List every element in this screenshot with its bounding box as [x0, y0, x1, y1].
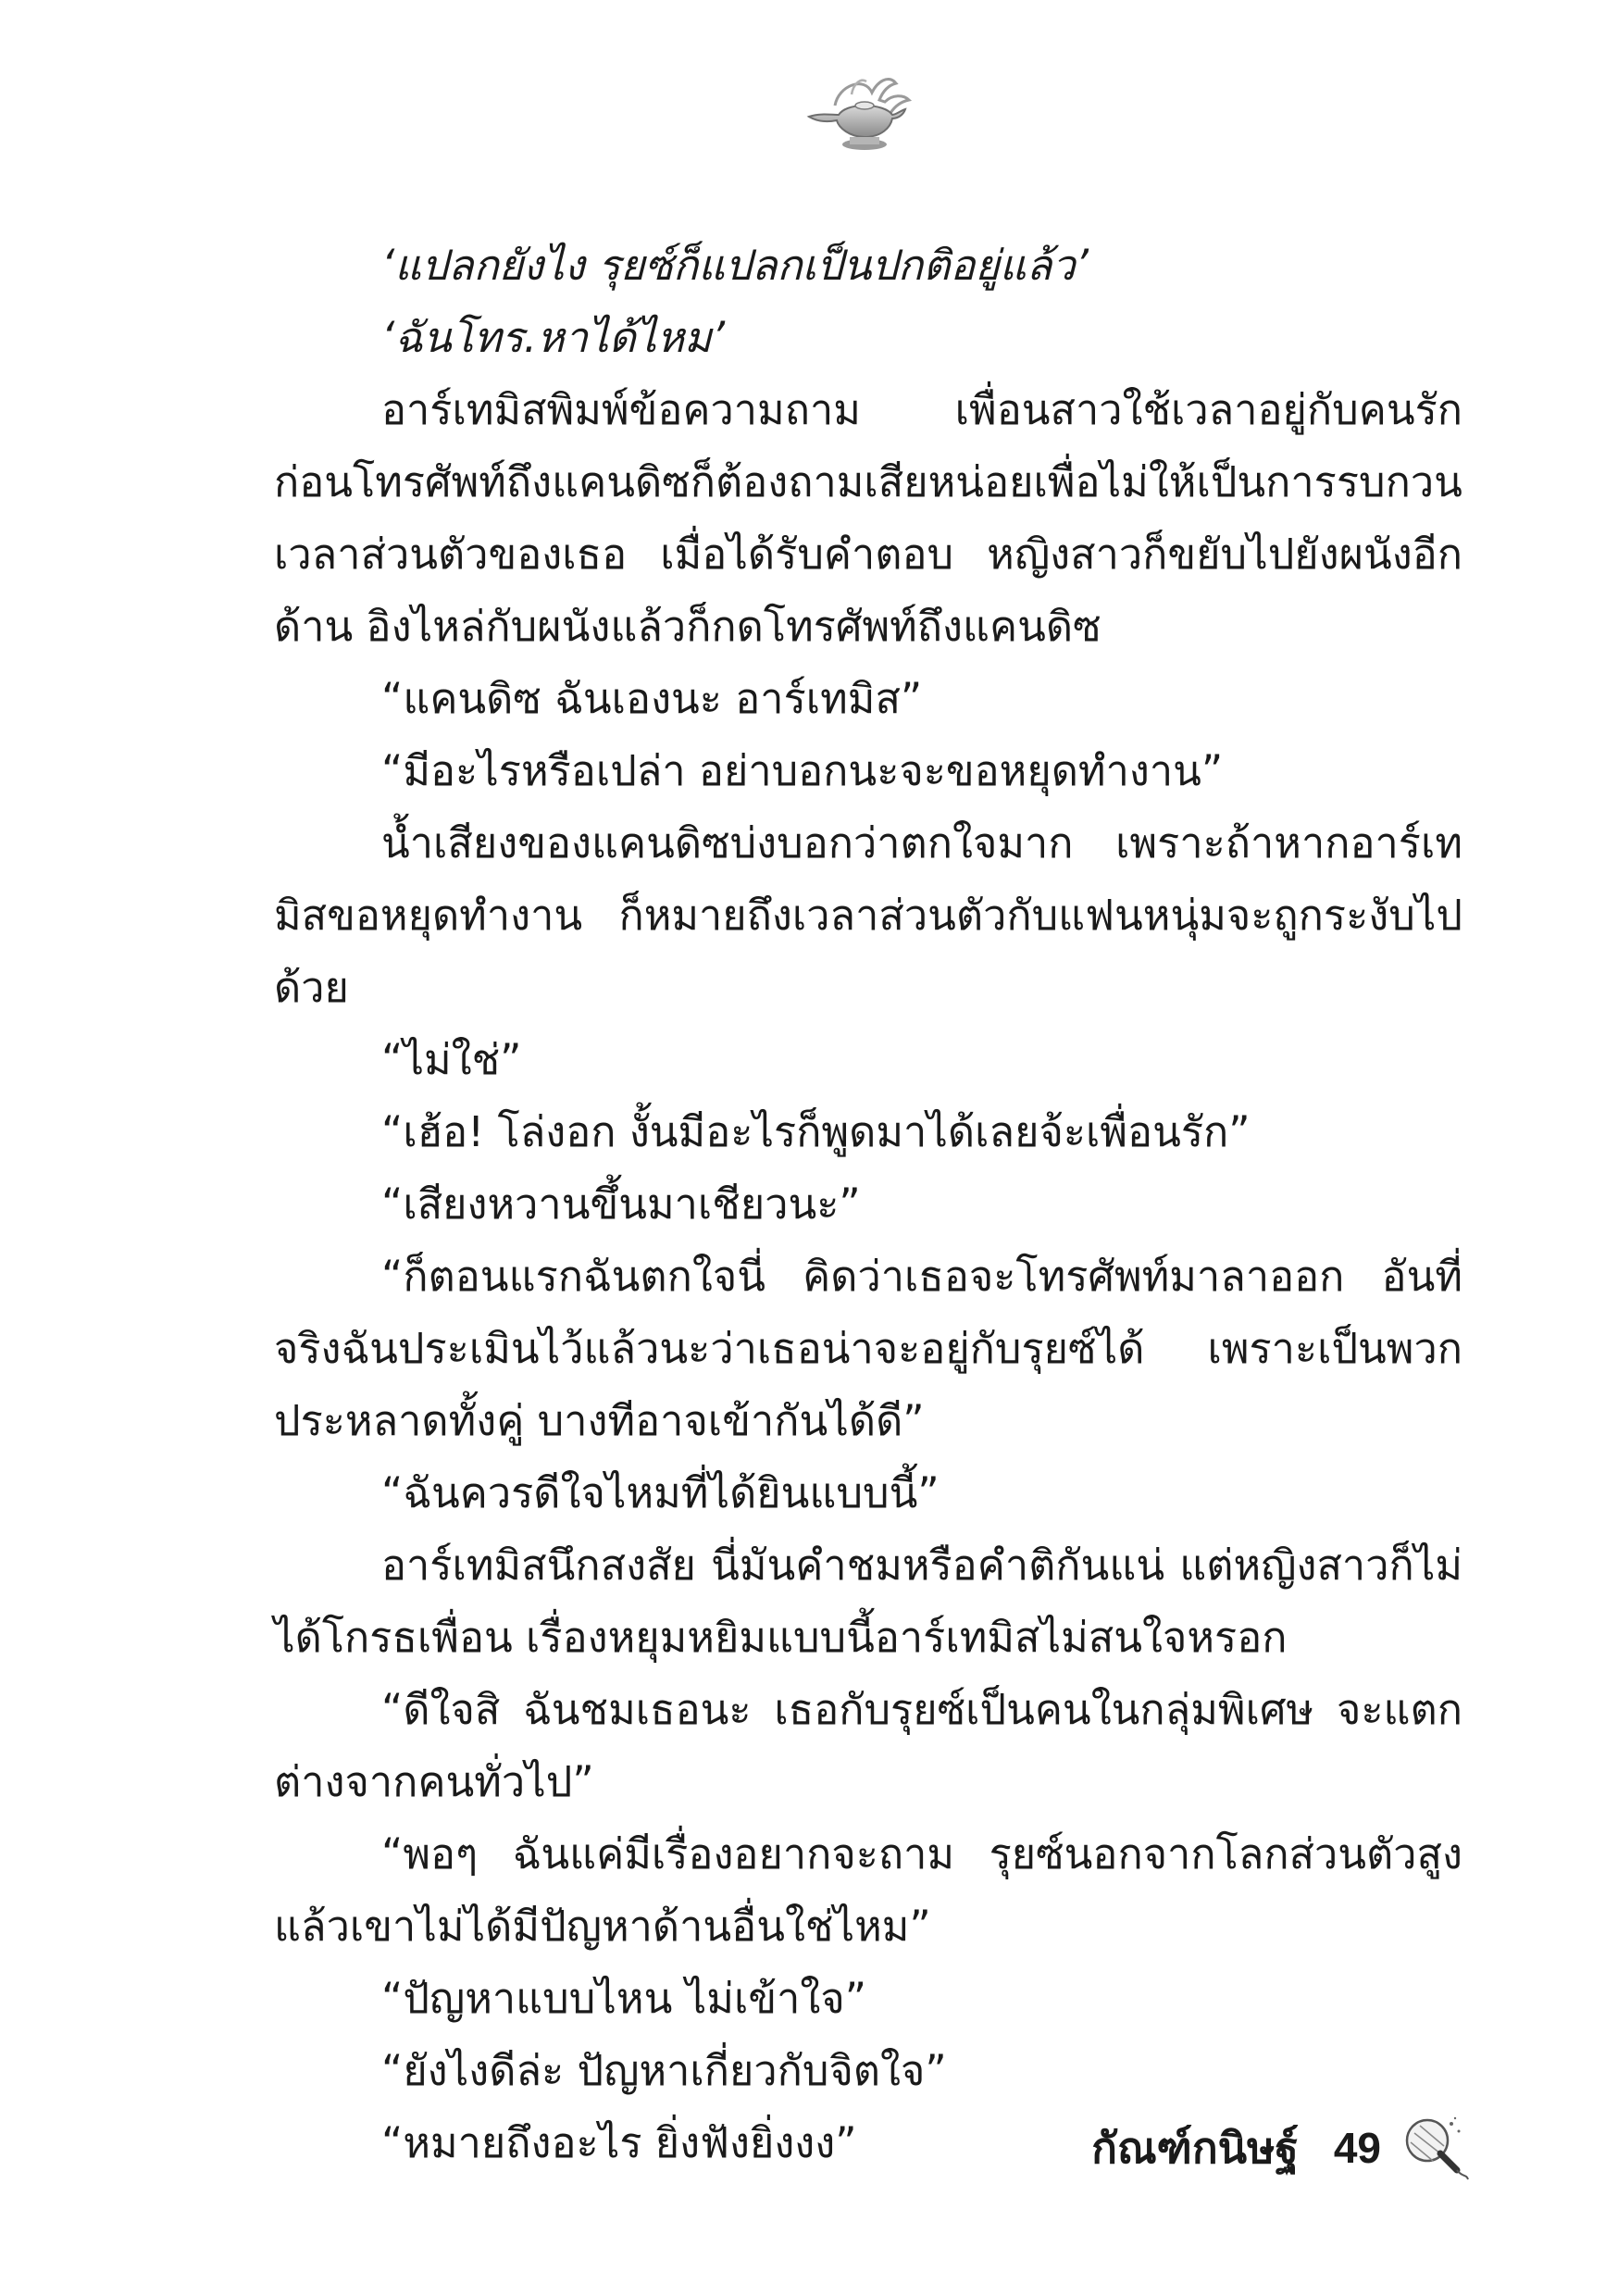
paragraph: “ไม่ใช่” — [381, 1035, 522, 1084]
microphone-icon — [1400, 2113, 1470, 2183]
paragraph: “ยังไงดีล่ะ ปัญหาเกี่ยวกับจิตใจ” — [381, 2046, 947, 2095]
paragraph: “เสียงหวานขึ้นมาเชียวนะ” — [381, 1179, 861, 1229]
paragraph: ‘แปลกยังไง รุยซ์ก็แปลกเป็นปกติอยู่แล้ว’ — [381, 241, 1089, 290]
paragraph: “พอๆ ฉันแค่มีเรื่องอยากจะถาม รุยซ์นอกจากโลกส่วนตัวสูงแล้วเขาไม่ได้มีปัญหาด้านอื่นใช่ไหม” — [274, 1829, 1462, 1951]
body-text — [274, 230, 1462, 2179]
paragraph: “แคนดิซ ฉันเองนะ อาร์เทมิส” — [381, 674, 923, 723]
paragraph: ‘ฉันโทร.หาได้ไหม’ — [381, 313, 726, 362]
page-footer — [1091, 2102, 1470, 2194]
page-number: 49 — [1333, 2124, 1381, 2172]
paragraph: น้ำเสียงของแคนดิซบ่งบอกว่าตกใจมาก เพราะถ้าหากอาร์เทมิสขอหยุดทำงาน ก็หมายถึงเวลาส่วนตัวกับแฟนหนุ่มจะถูกระงับไปด้วย — [274, 818, 1462, 1012]
paragraph: “เฮ้อ! โล่งอก งั้นมีอะไรก็พูดมาได้เลยจ้ะเพื่อนรัก” — [381, 1107, 1251, 1156]
paragraph: อาร์เทมิสพิมพ์ข้อความถาม เพื่อนสาวใช้เวลาอยู่กับคนรัก ก่อนโทรศัพท์ถึงแคนดิซก็ต้องถามเสียหน่อยเพื่อไม่ให้เป็นการรบกวนเวลาส่วนตัวของเธอ เมื่อได้รับคำตอบ หญิงสาวก็ขยับไปยังผนังอีกด้าน อิงไหล่กับผนังแล้วก็กดโทรศัพท์ถึงแคนดิซ — [274, 385, 1462, 651]
paragraph: “ก็ตอนแรกฉันตกใจนี่ คิดว่าเธอจะโทรศัพท์มาลาออก อันที่จริงฉันประเมินไว้แล้วนะว่าเธอน่าจะอยู่กับรุยซ์ได้ เพราะเป็นพวกประหลาดทั้งคู่ บางทีอาจเข้ากันได้ดี” — [274, 1252, 1462, 1445]
paragraph: “ปัญหาแบบไหน ไม่เข้าใจ” — [381, 1974, 867, 2023]
paragraph: “ดีใจสิ ฉันชมเธอนะ เธอกับรุยซ์เป็นคนในกลุ่มพิเศษ จะแตกต่างจากคนทั่วไป” — [274, 1685, 1462, 1806]
paragraph: “มีอะไรหรือเปล่า อย่าบอกนะจะขอหยุดทำงาน” — [381, 746, 1224, 795]
paragraph: “หมายถึงอะไร ยิ่งฟังยิ่งงง” — [381, 2118, 857, 2167]
paragraph: อาร์เทมิสนึกสงสัย นี่มันคำชมหรือคำติกันแน่ แต่หญิงสาวก็ไม่ได้โกรธเพื่อน เรื่องหยุมหยิมแบบนี้อาร์เทมิสไม่สนใจหรอก — [274, 1541, 1462, 1662]
paragraph: “ฉันควรดีใจไหมที่ได้ยินแบบนี้” — [381, 1468, 940, 1517]
genie-lamp-icon — [800, 57, 920, 161]
author-name: กัณฑ์กนิษฐ์ — [1091, 2122, 1299, 2173]
